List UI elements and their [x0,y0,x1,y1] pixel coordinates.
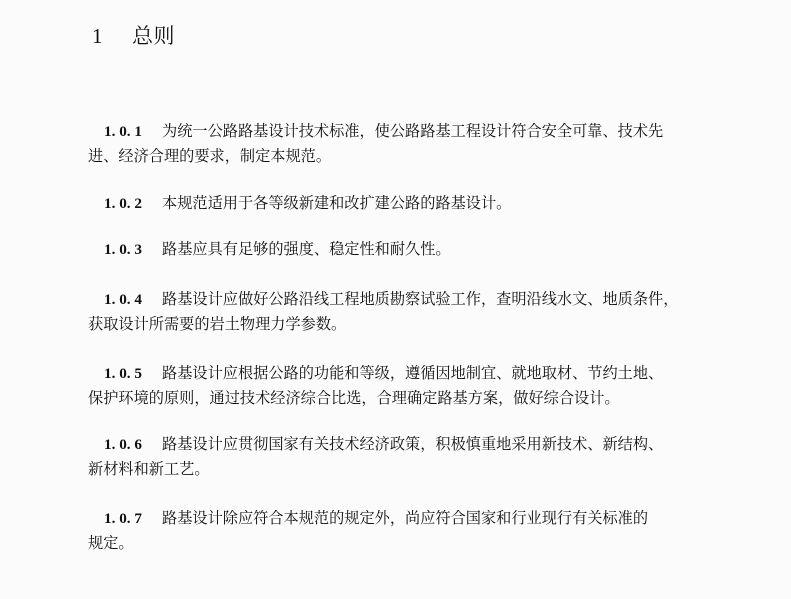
clause-text: 路基设计除应符合本规范的规定外，尚应符合国家和行业现行有关标准的 [162,509,648,527]
clause-continuation: 规定。 [88,534,134,552]
clause-first-line [88,119,718,144]
clause-first-line [88,287,718,312]
clause-continuation: 保护环境的原则，通过技术经济综合比选，合理确定路基方案，做好综合设计。 [88,389,620,407]
clause-text: 本规范适用于各等级新建和改扩建公路的路基设计。 [162,194,512,212]
clause-number: 1. 0. 2 [104,195,142,212]
clause-1-0-5 [88,361,718,410]
clause-1-0-2 [88,191,718,216]
clause-text: 为统一公路路基设计技术标准，使公路路基工程设计符合安全可靠、技术先 [162,122,664,140]
clause-continuation: 进、经济合理的要求，制定本规范。 [88,147,331,165]
clause-1-0-4 [88,287,718,336]
clause-number: 1. 0. 3 [104,241,142,258]
clause-text: 路基设计应贯彻国家有关技术经济政策，积极慎重地采用新技术、新结构、 [162,435,664,453]
clause-first-line [88,432,718,457]
clause-first-line [88,506,718,531]
clause-1-0-1 [88,119,718,168]
clause-number: 1. 0. 7 [104,510,142,527]
chapter-heading [92,20,175,50]
clause-text: 路基设计应做好公路沿线工程地质勘察试验工作，查明沿线水文、地质条件， [162,290,679,308]
clause-number: 1. 0. 4 [104,291,142,308]
clause-1-0-3 [88,237,718,262]
chapter-number: 1 [92,24,103,48]
clause-continuation: 获取设计所需要的岩土物理力学参数。 [88,315,347,333]
clause-1-0-6 [88,432,718,481]
clause-text: 路基应具有足够的强度、稳定性和耐久性。 [162,240,451,258]
clause-continuation: 新材料和新工艺。 [88,460,210,478]
chapter-title: 总则 [132,24,175,48]
clause-number: 1. 0. 1 [104,123,142,140]
clause-number: 1. 0. 6 [104,436,142,453]
clause-number: 1. 0. 5 [104,365,142,382]
clause-text: 路基设计应根据公路的功能和等级，遵循因地制宜、就地取材、节约土地、 [162,364,664,382]
clause-1-0-7 [88,506,718,555]
clause-first-line [88,237,718,262]
clause-first-line [88,361,718,386]
clause-first-line [88,191,718,216]
